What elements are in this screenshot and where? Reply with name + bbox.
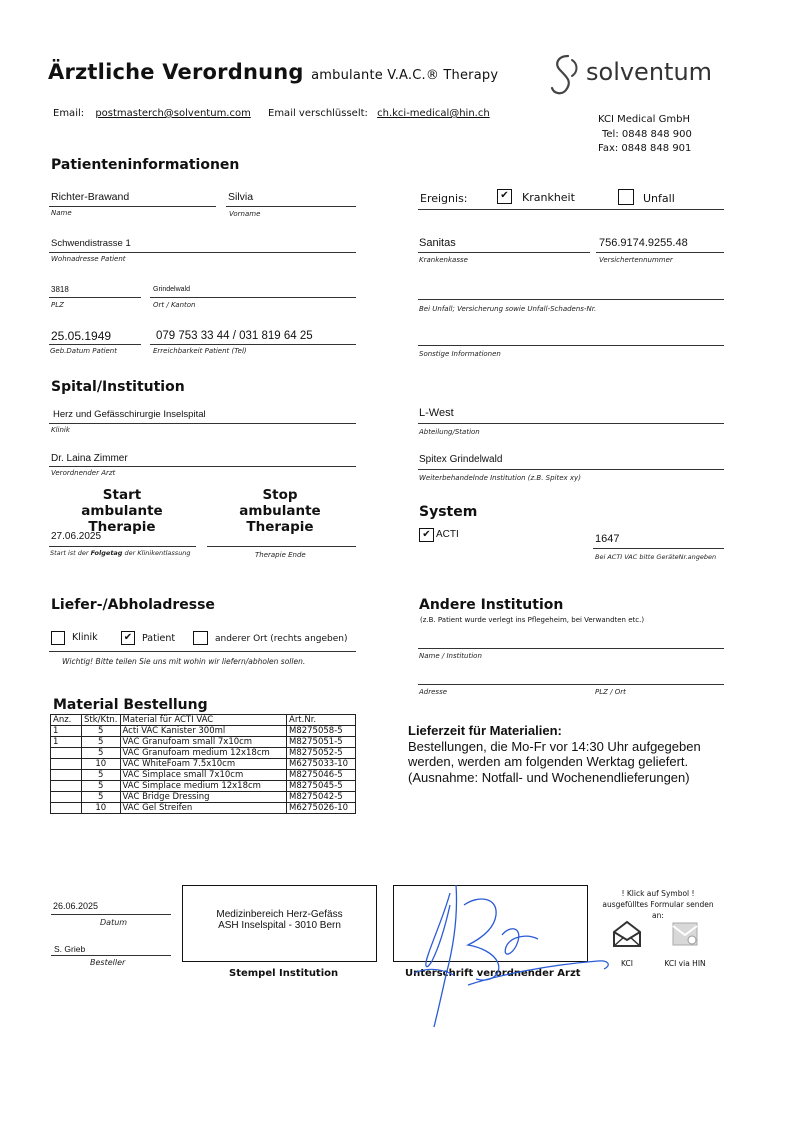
material-artnr: M8275051-5 bbox=[287, 737, 356, 748]
device-number-label: Bei ACTI VAC bitte GeräteNr.angeben bbox=[595, 553, 717, 561]
acti-label: ACTI bbox=[436, 529, 459, 540]
acti-checkbox[interactable] bbox=[419, 528, 434, 542]
delivery-clinic-label: Klinik bbox=[72, 632, 98, 643]
material-name: VAC Granufoam medium 12x18cm bbox=[120, 748, 286, 759]
material-artnr: M8275045-5 bbox=[287, 781, 356, 792]
send-kci-label: KCI bbox=[621, 959, 633, 968]
material-pack: 5 bbox=[82, 792, 121, 803]
delivery-other-text: anderer Ort bbox=[215, 634, 268, 644]
material-row bbox=[51, 726, 356, 737]
delivery-time-line2: werden, werden am folgenden Werktag geliefert. bbox=[408, 754, 689, 769]
material-row bbox=[51, 748, 356, 759]
other-institution-sub: (z.B. Patient wurde verlegt ins Pflegeheim, bei Verwandten etc.) bbox=[420, 616, 645, 624]
patient-dob-label: Geb.Datum Patient bbox=[50, 347, 117, 355]
check-mark-icon: ✔ bbox=[123, 632, 133, 643]
patient-vorname[interactable]: Silvia bbox=[228, 191, 254, 203]
material-name: VAC Bridge Dressing bbox=[120, 792, 286, 803]
material-name: Acti VAC Kanister 300ml bbox=[120, 726, 286, 737]
patient-address[interactable]: Schwendistrasse 1 bbox=[51, 238, 131, 249]
material-row bbox=[51, 770, 356, 781]
other-name-label: Name / Institution bbox=[419, 652, 482, 660]
email-row bbox=[53, 108, 251, 119]
email-link[interactable]: postmasterch@solventum.com bbox=[95, 108, 251, 119]
delivery-time-line1: Bestellungen, die Mo-Fr vor 14:30 Uhr aufgegeben bbox=[408, 738, 701, 754]
delivery-clinic-checkbox[interactable] bbox=[51, 631, 65, 645]
material-row bbox=[51, 803, 356, 814]
stamp-text bbox=[183, 909, 376, 931]
stamp-line1: Medizinbereich Herz-Gefäss bbox=[216, 909, 343, 920]
check-mark-icon: ✔ bbox=[422, 529, 431, 540]
accident-label: Unfall bbox=[643, 192, 675, 205]
material-pack: 10 bbox=[82, 803, 121, 814]
material-header-row bbox=[51, 715, 356, 726]
sign-date-label: Datum bbox=[100, 918, 128, 927]
email-encrypted-row bbox=[268, 108, 490, 119]
accident-insurance-label: Bei Unfall; Versicherung sowie Unfall-Schadens-Nr. bbox=[419, 305, 597, 313]
start-label-post: der Klinikentlassung bbox=[122, 549, 191, 557]
material-qty[interactable] bbox=[51, 792, 82, 803]
patient-address-label: Wohnadresse Patient bbox=[51, 255, 126, 263]
patient-vorname-label: Vorname bbox=[229, 210, 261, 218]
email-encrypted-link[interactable]: ch.kci-medical@hin.ch bbox=[377, 108, 490, 119]
delivery-time-block bbox=[408, 723, 701, 785]
email-encrypted-label: Email verschlüsselt: bbox=[268, 108, 368, 119]
material-artnr: M6275026-10 bbox=[287, 803, 356, 814]
company-name: KCI Medical GmbH bbox=[598, 114, 690, 125]
patient-plz[interactable]: 3818 bbox=[51, 285, 69, 294]
material-pack: 5 bbox=[82, 737, 121, 748]
delivery-patient-label: Patient bbox=[142, 633, 176, 644]
start-date-label bbox=[50, 549, 191, 557]
start-therapy-heading bbox=[50, 487, 194, 535]
patient-name[interactable]: Richter-Brawand bbox=[51, 191, 130, 203]
stamp-box bbox=[182, 885, 377, 962]
material-row bbox=[51, 792, 356, 803]
material-artnr: M6275033-10 bbox=[287, 759, 356, 770]
material-qty[interactable] bbox=[51, 803, 82, 814]
brand-name: solventum bbox=[586, 58, 713, 86]
material-artnr: M8275046-5 bbox=[287, 770, 356, 781]
material-row bbox=[51, 759, 356, 770]
material-row bbox=[51, 781, 356, 792]
illness-label: Krankheit bbox=[522, 191, 575, 204]
doctor-label: Verordnender Arzt bbox=[51, 469, 116, 477]
material-qty[interactable] bbox=[51, 781, 82, 792]
hospital-heading: Spital/Institution bbox=[51, 379, 185, 395]
email-label: Email: bbox=[53, 108, 85, 119]
material-qty[interactable]: 1 bbox=[51, 737, 82, 748]
clinic-label: Klinik bbox=[51, 426, 70, 434]
patient-phone[interactable]: 079 753 33 44 / 031 819 64 25 bbox=[156, 330, 313, 342]
delivery-other-note: (rechts angeben) bbox=[270, 634, 348, 644]
material-artnr: M8275052-5 bbox=[287, 748, 356, 759]
stop-heading-1: Stop bbox=[262, 487, 298, 503]
title-main: Ärztliche Verordnung bbox=[48, 60, 304, 84]
stop-therapy-heading bbox=[208, 487, 352, 535]
company-block bbox=[598, 113, 692, 157]
material-rows bbox=[51, 726, 356, 814]
patient-dob[interactable]: 25.05.1949 bbox=[51, 329, 112, 343]
stop-heading-2: ambulante Therapie bbox=[239, 503, 321, 535]
insured-number-label: Versichertennummer bbox=[599, 256, 673, 264]
material-artnr: M8275042-5 bbox=[287, 792, 356, 803]
start-heading-2: ambulante Therapie bbox=[81, 503, 163, 535]
other-address-label: Adresse bbox=[419, 688, 448, 696]
col-material: Material für ACTI VAC bbox=[120, 715, 286, 726]
insurance-label: Krankenkasse bbox=[419, 256, 468, 264]
title-sub: ambulante V.A.C.® Therapy bbox=[311, 68, 499, 83]
send-line2: ausgefülltes Formular senden an: bbox=[602, 900, 714, 920]
send-kci-button[interactable] bbox=[611, 920, 643, 968]
clinic-value[interactable]: Herz und Gefässchirurgie Inselspital bbox=[53, 409, 206, 420]
send-instructions bbox=[596, 888, 720, 921]
accident-checkbox[interactable] bbox=[618, 189, 634, 205]
patient-ort[interactable]: Grindelwald bbox=[153, 286, 190, 293]
material-heading: Material Bestellung bbox=[53, 697, 208, 713]
material-qty[interactable] bbox=[51, 759, 82, 770]
start-date[interactable]: 27.06.2025 bbox=[51, 531, 102, 542]
orderer-name[interactable]: S. Grieb bbox=[54, 944, 86, 954]
followup-label: Weiterbehandelnde Institution (z.B. Spitex xy) bbox=[419, 474, 581, 482]
material-name: VAC WhiteFoam 7.5x10cm bbox=[120, 759, 286, 770]
material-pack: 5 bbox=[82, 748, 121, 759]
signature-label: Unterschrift verordnender Arzt bbox=[405, 968, 581, 979]
col-stk: Stk/Ktn. bbox=[82, 715, 121, 726]
delivery-other-label bbox=[215, 634, 347, 644]
company-tel: Tel: 0848 848 900 bbox=[602, 128, 692, 140]
insured-number[interactable]: 756.9174.9255.48 bbox=[599, 237, 688, 249]
start-label-bold: Folgetag bbox=[90, 549, 123, 557]
solventum-logo bbox=[548, 52, 723, 98]
material-pack: 5 bbox=[82, 781, 121, 792]
end-date-label: Therapie Ende bbox=[255, 551, 306, 559]
delivery-other-checkbox[interactable] bbox=[193, 631, 208, 645]
other-info-label: Sonstige Informationen bbox=[419, 350, 501, 358]
col-anz: Anz. bbox=[51, 715, 82, 726]
material-name: VAC Simplace small 7x10cm bbox=[120, 770, 286, 781]
material-qty[interactable]: 1 bbox=[51, 726, 82, 737]
device-number[interactable]: 1647 bbox=[595, 533, 620, 545]
send-hin-label: KCI via HIN bbox=[664, 959, 706, 968]
start-heading-1: Start bbox=[102, 487, 142, 503]
material-name: VAC Simplace medium 12x18cm bbox=[120, 781, 286, 792]
delivery-patient-checkbox[interactable] bbox=[121, 631, 135, 645]
send-hin-button[interactable] bbox=[662, 920, 708, 968]
material-artnr: M8275058-5 bbox=[287, 726, 356, 737]
insurance-value[interactable]: Sanitas bbox=[419, 237, 456, 249]
stamp-line2: ASH Inselspital - 3010 Bern bbox=[218, 920, 341, 931]
delivery-time-line3: (Ausnahme: Notfall- und Wochenendlieferungen) bbox=[408, 769, 690, 785]
envelope-icon bbox=[612, 920, 642, 948]
start-label-pre: Start ist der bbox=[50, 549, 91, 557]
department-value[interactable]: L-West bbox=[419, 407, 454, 419]
company-fax: Fax: 0848 848 901 bbox=[598, 143, 692, 154]
department-label: Abteilung/Station bbox=[419, 428, 480, 436]
followup-value[interactable]: Spitex Grindelwald bbox=[419, 454, 503, 465]
doctor-value[interactable]: Dr. Laina Zimmer bbox=[51, 453, 128, 464]
patient-plz-label: PLZ bbox=[51, 301, 64, 309]
form-title bbox=[48, 60, 498, 84]
material-qty[interactable] bbox=[51, 770, 82, 781]
patient-ort-label: Ort / Kanton bbox=[153, 301, 196, 309]
orderer-label: Besteller bbox=[90, 958, 126, 967]
material-name: VAC Gel Streifen bbox=[120, 803, 286, 814]
other-institution-heading: Andere Institution bbox=[419, 597, 564, 613]
material-row bbox=[51, 737, 356, 748]
other-plz-label: PLZ / Ort bbox=[595, 688, 626, 696]
patient-heading: Patienteninformationen bbox=[51, 157, 240, 173]
system-heading: System bbox=[419, 504, 478, 520]
stamp-label: Stempel Institution bbox=[229, 968, 339, 979]
patient-name-label: Name bbox=[51, 209, 72, 217]
delivery-note: Wichtig! Bitte teilen Sie uns mit wohin wir liefern/abholen sollen. bbox=[62, 657, 306, 666]
illness-checkbox[interactable] bbox=[497, 189, 512, 204]
delivery-time-heading: Lieferzeit für Materialien: bbox=[408, 723, 562, 738]
material-name: VAC Granufoam small 7x10cm bbox=[120, 737, 286, 748]
solventum-logo-icon bbox=[548, 52, 582, 98]
material-pack: 10 bbox=[82, 759, 121, 770]
material-table bbox=[50, 714, 356, 814]
event-label: Ereignis: bbox=[420, 192, 468, 205]
patient-phone-label: Erreichbarkeit Patient (Tel) bbox=[153, 347, 247, 355]
sign-date[interactable]: 26.06.2025 bbox=[53, 901, 99, 911]
material-pack: 5 bbox=[82, 770, 121, 781]
send-line1: ! Klick auf Symbol ! bbox=[621, 889, 695, 898]
secure-mail-icon bbox=[670, 920, 700, 948]
check-mark-icon: ✔ bbox=[500, 190, 509, 201]
col-artnr: Art.Nr. bbox=[287, 715, 356, 726]
material-qty[interactable] bbox=[51, 748, 82, 759]
material-pack: 5 bbox=[82, 726, 121, 737]
delivery-heading: Liefer-/Abholadresse bbox=[51, 597, 215, 613]
